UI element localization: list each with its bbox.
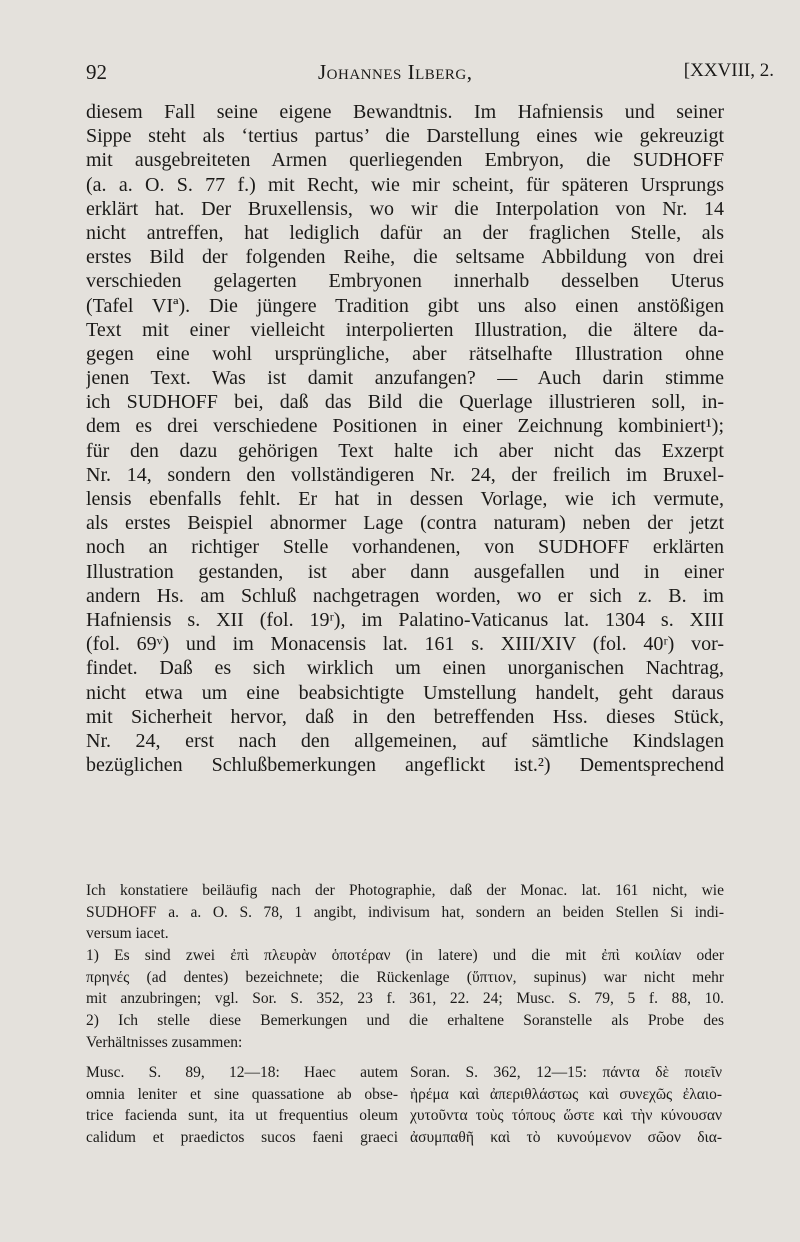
text-line: Hafniensis s. XII (fol. 19ʳ), im Palatino-Vaticanus lat. 1304 s. XIII [86,608,724,631]
text-line: verschieden gelagerten Embryonen innerhalb desselben Uterus [86,270,724,293]
text-line: Sippe steht als ‘tertius partus’ die Darstellung eines wie gekreuzigt [86,125,724,148]
column-line: Soran. S. 362, 12—15: πάντα δὲ ποιεῖν [410,1064,722,1081]
text-line: findet. Daß es sich wirklich um einen unorganischen Nachtrag, [86,657,724,680]
text-line: dem es drei verschiedene Positionen in einer Zeichnung kombiniert¹); [86,415,724,438]
text-line: Illustration gestanden, ist aber dann ausgefallen und in einer [86,560,724,583]
text-line: gegen eine wohl ursprüngliche, aber rätselhafte Illustration ohne [86,342,724,365]
text-line: (Tafel VIª). Die jüngere Tradition gibt uns also einen anstößigen [86,294,724,317]
footnote-line: 2) Ich stelle diese Bemerkungen und die erhaltene Soranstelle als Probe des [86,1012,724,1030]
text-line: (fol. 69ᵛ) und im Monacensis lat. 161 s. XIII/XIV (fol. 40ʳ) vor- [86,633,724,656]
text-line: mit Sicherheit hervor, daß in den betreffenden Hss. dieses Stück, [86,705,724,728]
column-line: χυτοῦντα τοὺς τόπους ὥστε καὶ τὴν κύνουσαν [410,1107,722,1125]
text-line: nicht etwa um eine beabsichtigte Umstellung handelt, geht daraus [86,681,724,704]
page-number: 92 [86,60,107,84]
column-line: ἀσυμπαθῆ καὶ τὸ κυνούμενον σῶον δια- [410,1129,722,1147]
footnote-line: 1) Es sind zwei ἐπὶ πλευρὰν ὁποτέραν (in latere) und die mit ἐπὶ κοιλίαν oder [86,947,724,965]
text-line: für den dazu gehörigen Text halte ich aber nicht das Exzerpt [86,439,724,462]
greek-column [410,1062,722,1149]
column-line: calidum et praedictos sucos faeni graeci [86,1129,398,1147]
text-line: als erstes Beispiel abnormer Lage (contra naturam) neben der jetzt [86,512,724,535]
text-line: ich SUDHOFF bei, daß das Bild die Querlage illustrieren soll, in- [86,391,724,414]
text-line: bezüglichen Schlußbemerkungen angeflickt ist.²) Dementsprechend [86,754,724,777]
footnote-line: Ich konstatiere beiläufig nach der Photographie, daß der Monac. lat. 161 nicht, wie [86,882,724,899]
text-line: noch an richtiger Stelle vorhandenen, von SUDHOFF erklärten [86,536,724,559]
column-line: trice facienda sunt, ita ut frequentius oleum [86,1107,398,1125]
text-line: Nr. 14, sondern den vollständigeren Nr. 24, der freilich im Bruxel- [86,463,724,486]
text-line: Nr. 24, erst nach den allgemeinen, auf sämtliche Kindslagen [86,729,724,752]
text-line: (a. a. O. S. 77 f.) mit Recht, wie mir scheint, für späteren Ursprungs [86,173,724,196]
text-line: mit ausgebreiteten Armen querliegenden Embryon, die SUDHOFF [86,149,724,172]
text-line: nicht antreffen, hat lediglich dafür an der fraglichen Stelle, als [86,221,724,244]
main-text [86,100,724,777]
column-line: ἠρέμα καὶ ἀπεριθλάστως καὶ συνεχῶς ἐλαιο- [410,1085,722,1103]
column-line: Musc. S. 89, 12—18: Haec autem [86,1064,398,1081]
footnote-line: πρηνές (ad dentes) bezeichnete; die Rückenlage (ὕπτιον, supinus) war nicht mehr [86,968,724,986]
text-line: Text mit einer vielleicht interpolierten Illustration, die ältere da- [86,318,724,341]
text-line: jenen Text. Was ist damit anzufangen? — Auch darin stimme [86,367,724,390]
footnote-line: SUDHOFF a. a. O. S. 78, 1 angibt, indivisum hat, sondern an beiden Stellen Si indi- [86,903,724,921]
footnote-line: mit anzubringen; vgl. Sor. S. 352, 23 f. 361, 22. 24; Musc. S. 79, 5 f. 88, 10. [86,990,724,1008]
text-line: andern Hs. am Schluß nachgetragen worden, wo er sich z. B. im [86,584,724,607]
footnote-line: Verhältnisses zusammen: [86,1033,243,1051]
running-header [86,60,774,90]
running-title: Johannes Ilberg, [318,60,473,84]
text-line: erstes Bild der folgenden Reihe, die seltsame Abbildung von drei [86,246,724,269]
footnote-line: versum iacet. [86,925,169,943]
footnotes [86,880,724,1054]
volume-reference: [XXVIII, 2. [683,60,774,81]
latin-column [86,1062,398,1149]
text-line: diesem Fall seine eigene Bewandtnis. Im Hafniensis und seiner [86,101,724,123]
column-line: omnia leniter et sine quassatione ab obse- [86,1085,398,1103]
text-line: erklärt hat. Der Bruxellensis, wo wir die Interpolation von Nr. 14 [86,197,724,220]
text-line: lensis ebenfalls fehlt. Er hat in dessen Vorlage, wie ich vermute, [86,488,724,510]
